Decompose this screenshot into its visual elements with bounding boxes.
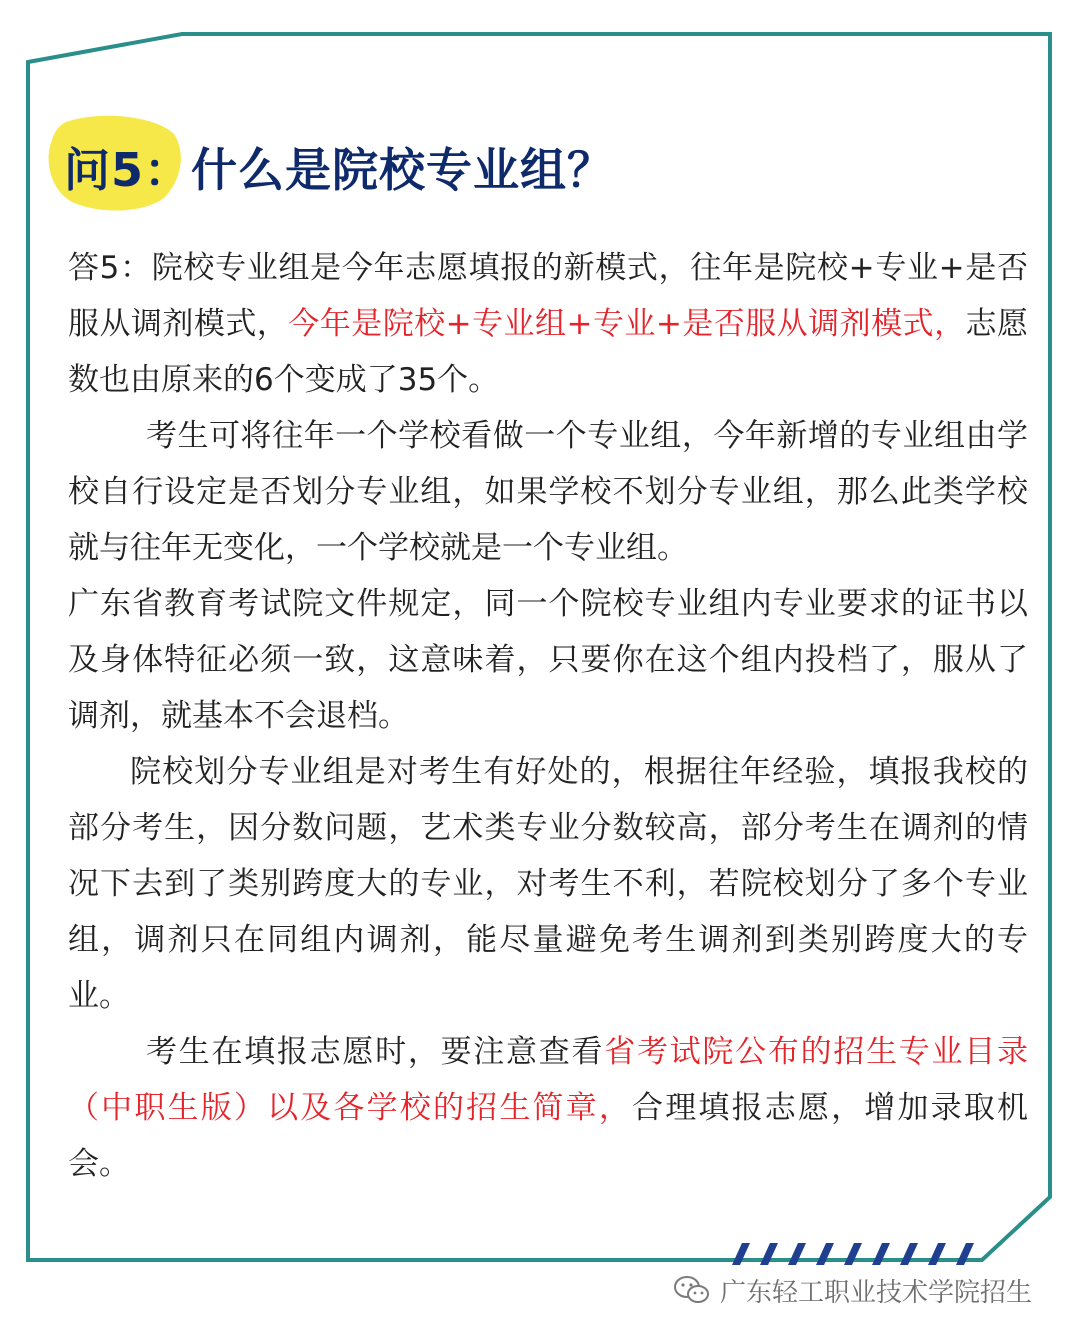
answer-content — [68, 240, 1028, 1192]
question-title — [64, 112, 614, 222]
watermark-text: 广东轻工职业技术学院招生 — [720, 1277, 1033, 1308]
wechat-icon — [672, 1274, 712, 1306]
answer-paragraph-5 — [68, 1024, 1028, 1192]
answer-p1-highlight: 今年是院校+专业组+专业+是否服从调剂模式， — [288, 306, 966, 342]
answer-paragraph-1 — [68, 240, 1028, 408]
question-title-text: 问5：什么是院校专业组？ — [64, 143, 615, 197]
answer-p1-tail: 志愿数也由原来的6个变成了35个。 — [68, 306, 1029, 398]
answer-paragraph-4: 院校划分专业组是对考生有好处的，根据往年经验，填报我校的部分考生，因分数问题，艺术类专业分数较高，部分考生在调剂的情况下去到了类别跨度大的专业，对考生不利，若院校划分了多个专业组，调剂只在同组内调剂，能尽量避免考生调剂到类别跨度大的专业。 — [68, 754, 1028, 1014]
answer-paragraph-3: 广东省教育考试院文件规定，同一个院校专业组内专业要求的证书以及身体特征必须一致，这意味着，只要你在这个组内投档了，服从了调剂，就基本不会退档。 — [68, 586, 1028, 734]
watermark — [672, 1268, 1032, 1312]
answer-p1-lead: 答5：院校专业组是今年志愿填报的新模式，往年是院校+专业+是否服从调剂模式， — [68, 250, 1028, 342]
answer-paragraph-2: 考生可将往年一个学校看做一个专业组，今年新增的专业组由学校自行设定是否划分专业组，如果学校不划分专业组，那么此类学校就与往年无变化，一个学校就是一个专业组。 — [68, 418, 1028, 566]
answer-p5-tail: 合理填报志愿，增加录取机会。 — [68, 1090, 1029, 1182]
decorative-stripes — [722, 1241, 1022, 1267]
answer-p5-highlight: 省考试院公布的招生专业目录（中职生版）以及各学校的招生简章， — [68, 1034, 1029, 1126]
answer-p5-lead: 考生在填报志愿时，要注意查看 — [146, 1034, 605, 1070]
